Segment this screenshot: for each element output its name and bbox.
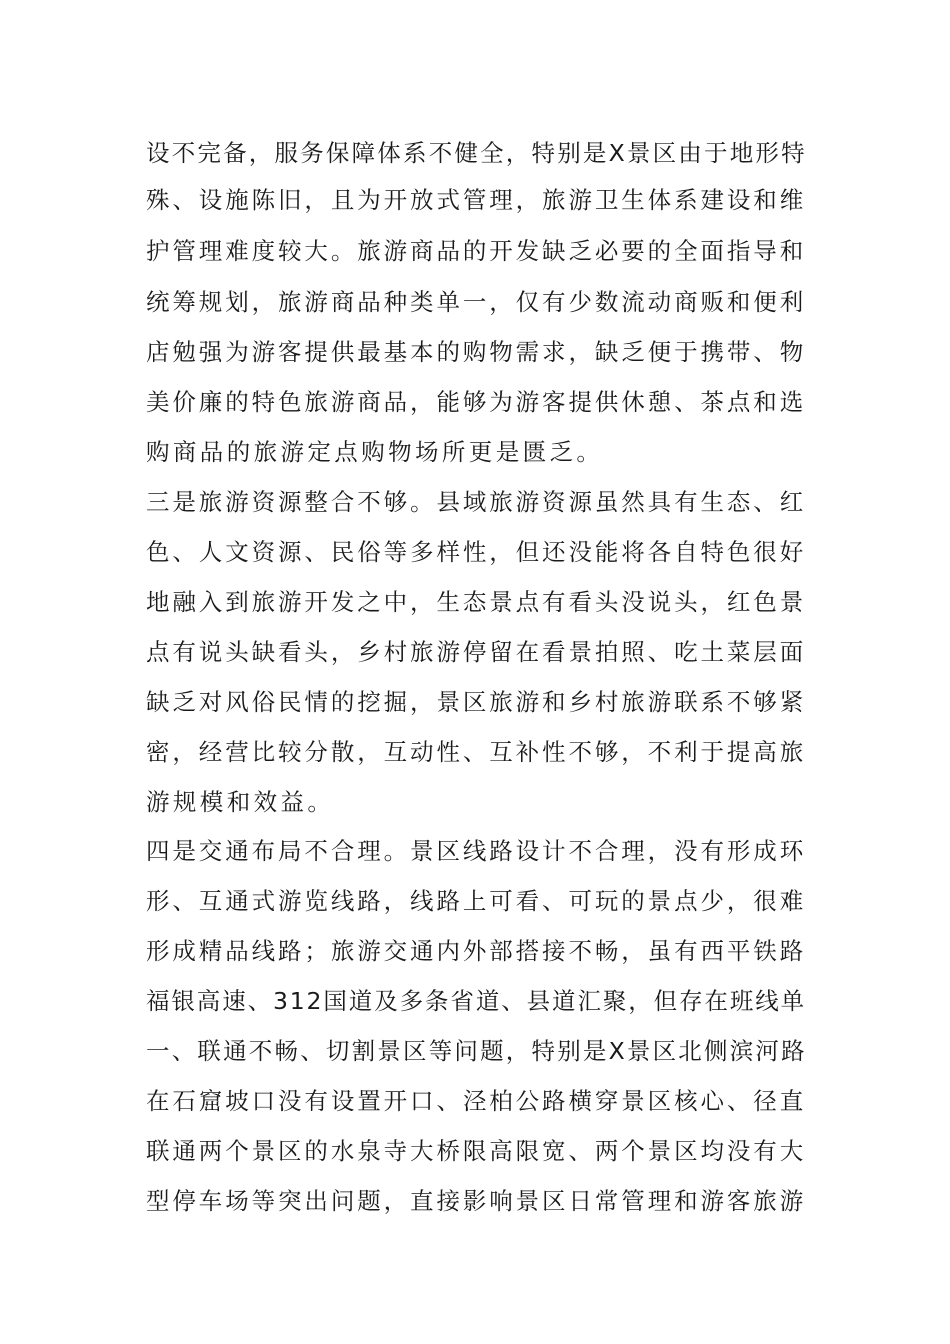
- text-line-19: 一、联通不畅、切割景区等问题，特别是X景区北侧滨河路: [146, 1037, 807, 1065]
- text-line-17: 形成精品线路；旅游交通内外部搭接不畅，虽有西平铁路: [146, 937, 806, 965]
- text-line-7: 购商品的旅游定点购物场所更是匮乏。: [146, 438, 604, 466]
- text-line-21: 联通两个景区的水泉寺大桥限高限宽、两个景区均没有大: [146, 1137, 806, 1165]
- text-line-14: 游规模和效益。: [146, 788, 335, 816]
- text-line-10: 地融入到旅游开发之中，生态景点有看头没说头，红色景: [146, 588, 806, 616]
- text-line-16: 形、互通式游览线路，线路上可看、可玩的景点少，很难: [146, 887, 806, 915]
- text-line-22: 型停车场等突出问题，直接影响景区日常管理和游客旅游: [146, 1187, 806, 1215]
- text-line-5: 店勉强为游客提供最基本的购物需求，缺乏便于携带、物: [146, 338, 806, 366]
- text-line-18: 福银高速、312国道及多条省道、县道汇聚，但存在班线单: [146, 987, 806, 1015]
- text-line-9: 色、人文资源、民俗等多样性，但还没能将各自特色很好: [146, 538, 806, 566]
- text-line-13: 密，经营比较分散，互动性、互补性不够，不利于提高旅: [146, 738, 806, 766]
- text-line-8: 三是旅游资源整合不够。县域旅游资源虽然具有生态、红: [146, 488, 806, 516]
- text-line-3: 护管理难度较大。旅游商品的开发缺乏必要的全面指导和: [146, 237, 806, 265]
- text-line-1: 设不完备，服务保障体系不健全，特别是X景区由于地形特: [146, 139, 807, 167]
- text-line-11: 点有说头缺看头，乡村旅游停留在看景拍照、吃土菜层面: [146, 638, 806, 666]
- text-line-6: 美价廉的特色旅游商品，能够为游客提供休憩、茶点和选: [146, 388, 806, 416]
- text-line-12: 缺乏对风俗民情的挖掘，景区旅游和乡村旅游联系不够紧: [146, 688, 806, 716]
- text-line-4: 统筹规划，旅游商品种类单一，仅有少数流动商贩和便利: [146, 288, 806, 316]
- text-line-2: 殊、设施陈旧，且为开放式管理，旅游卫生体系建设和维: [146, 186, 806, 214]
- text-line-15: 四是交通布局不合理。景区线路设计不合理，没有形成环: [146, 837, 806, 865]
- text-line-20: 在石窟坡口没有设置开口、泾柏公路横穿景区核心、径直: [146, 1087, 806, 1115]
